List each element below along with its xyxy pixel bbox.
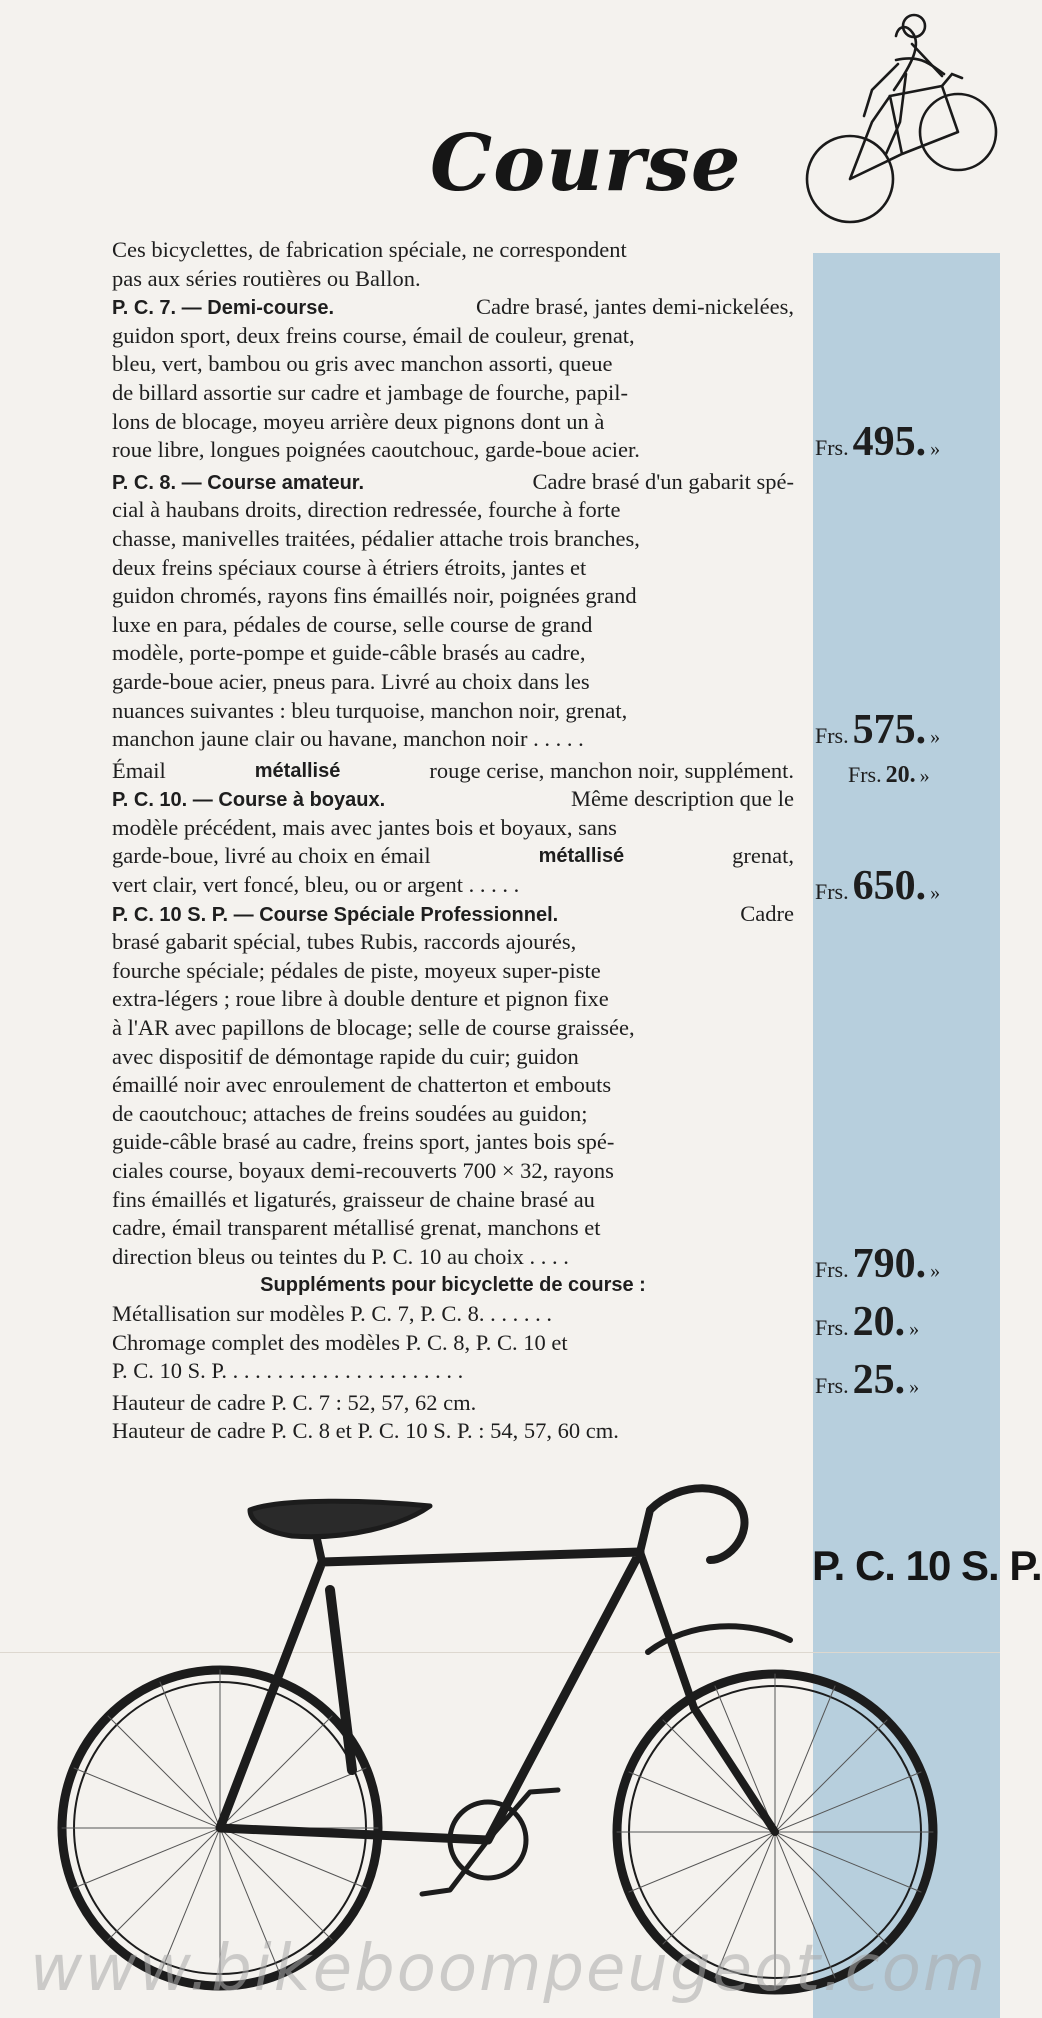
price-quote: » [930,438,941,460]
pc8-metal-word: métallisé [254,759,341,782]
pc10sp-line: à l'AR avec papillons de blocage; selle de course graissée, [112,1015,635,1041]
model-tag: P. C. 10 S. P. [812,1542,1042,1589]
price-amount: 20. [885,762,916,788]
pc10sp-line: guide-câble brasé au cadre, freins sport, jantes bois spé- [112,1129,615,1155]
pc10sp-line: ciales course, boyaux demi-recouverts 700 × 32, rayons [112,1158,614,1183]
price-amount: 650. [852,863,927,909]
pc10-l3-pre: garde-boue, livré au choix en émail [112,843,431,869]
pc10-l3-bold: métallisé [538,845,625,868]
pc10-line: vert clair, vert foncé, bleu, ou or argent . . . . . [112,872,520,898]
pc8-line: modèle, porte-pompe et guide-câble brasés au cadre, [112,640,586,666]
watermark-text: www.bikeboompeugeot.com [30,1932,988,2006]
pc10sp-line: extra-légers ; roue libre à double denture et pignon fixe [112,986,609,1012]
pc7-line: de billard assortie sur cadre et jambage de fourche, papil- [112,379,629,405]
pc10sp-heading-line [112,900,794,929]
price-currency: Frs. [815,1257,849,1282]
price-amount: 25. [852,1357,906,1403]
pc7-line: lons de blocage, moyeu arrière deux pignons dont un à [112,408,605,434]
pc10sp-first-text: Cadre [740,900,794,926]
pc8-line: luxe en para, pédales de course, selle course de grand [112,611,593,637]
pc10-heading-line [112,785,794,814]
pc8-metal-pre: Émail [112,757,166,783]
racing-bicycle-illustration [30,1470,980,1990]
price-amount: 20. [852,1299,906,1345]
price-amount: 575. [852,707,927,753]
pc8-line: guidon chromés, rayons fins émaillés noir, poignées grand [112,583,637,609]
pc10sp-line: de caoutchouc; attaches de freins soudées au guidon; [112,1100,588,1126]
price-quote: » [930,726,941,748]
price-currency: Frs. [815,1315,849,1340]
price-currency: Frs. [848,762,882,787]
price-pc10 [815,862,1000,910]
pc10-line [112,842,794,871]
price-currency: Frs. [815,879,849,904]
pc8-line: cial à haubans droits, direction redressée, fourche à forte [112,497,621,523]
pc7-heading-line [112,293,794,322]
pc7-line: roue libre, longues poignées caoutchouc, garde-boue acier. [112,437,640,463]
pc10-l3-post: grenat, [732,843,794,869]
price-currency: Frs. [815,1373,849,1398]
price-pc10sp [815,1240,1000,1288]
supplement-line: P. C. 10 S. P. . . . . . . . . . . . . . . . . . . . . . [112,1358,464,1384]
price-pc7 [815,418,1000,466]
price-quote: » [930,882,941,904]
pc8-first-text: Cadre brasé d'un gabarit spé- [532,468,794,494]
frame-height-line: Hauteur de cadre P. C. 8 et P. C. 10 S. P. : 54, 57, 60 cm. [112,1418,619,1444]
supplements-heading [112,1271,794,1300]
price-quote: » [930,1260,941,1282]
intro-line: Ces bicyclettes, de fabrication spéciale, ne correspondent [112,237,627,262]
pc10sp-line: fins émaillés et ligaturés, graisseur de chaine brasé au [112,1186,595,1212]
pc8-line: chasse, manivelles traitées, pédalier attache trois branches, [112,525,640,551]
page-title: Course [430,118,742,209]
description-column [112,236,794,1446]
price-quote: » [909,1376,920,1398]
pc10-name: Course à boyaux. [218,789,386,812]
pc10-line: modèle précédent, mais avec jantes bois et boyaux, sans [112,814,617,840]
pc7-first-text: Cadre brasé, jantes demi-nickelées, [476,294,794,320]
pc8-name: Course amateur. [207,471,365,494]
price-amount: 790. [852,1241,927,1287]
intro-line: pas aux séries routières ou Ballon. [112,265,421,291]
pc7-line: guidon sport, deux freins course, émail de couleur, grenat, [112,322,635,348]
price-currency: Frs. [815,435,849,460]
pc10sp-line: avec dispositif de démontage rapide du cuir; guidon [112,1043,579,1069]
pc10sp-name: Course Spéciale Professionnel. [259,903,559,926]
price-pc8 [815,706,1000,754]
pc8-code: P. C. 8. — [112,471,202,494]
pc10sp-line: direction bleus ou teintes du P. C. 10 au choix . . . . [112,1243,569,1269]
pc8-line: garde-boue acier, pneus para. Livré au choix dans les [112,668,590,694]
pc10-code: P. C. 10. — [112,789,213,812]
pc10sp-line: fourche spéciale; pédales de piste, moyeux super-piste [112,957,601,983]
frame-height-line: Hauteur de cadre P. C. 7 : 52, 57, 62 cm. [112,1389,477,1415]
pc10-first-text: Même description que le [570,786,794,812]
pc8-line: deux freins spéciaux course à étriers étroits, jantes et [112,554,587,580]
pc7-line: bleu, vert, bambou ou gris avec manchon assorti, queue [112,351,613,377]
price-metallisation [815,1298,1000,1346]
pc8-line: manchon jaune clair ou havane, manchon noir . . . . . [112,726,584,752]
pc8-metal-post: rouge cerise, manchon noir, supplément. [429,757,794,783]
pc10sp-line: émaillé noir avec enroulement de chatterton et embouts [112,1072,612,1098]
pc7-code: P. C. 7. — [112,297,202,320]
supplement-line: Chromage complet des modèles P. C. 8, P. C. 10 et [112,1329,568,1355]
pc10sp-line: brasé gabarit spécial, tubes Rubis, raccords ajourés, [112,929,577,955]
pc8-heading-line [112,468,794,497]
pc10sp-code: P. C. 10 S. P. — [112,903,254,926]
price-chromage [815,1356,1000,1404]
pc7-name: Demi-course. [207,297,335,320]
price-quote: » [919,765,930,787]
pc10sp-line: cadre, émail transparent métallisé grenat, manchons et [112,1215,601,1241]
price-quote: » [909,1318,920,1340]
cyclist-illustration [802,4,1000,232]
pc8-metal-line [112,757,794,786]
supplements-heading-text: Suppléments pour bicyclette de course : [260,1274,646,1297]
price-amount: 495. [852,419,927,465]
price-currency: Frs. [815,723,849,748]
supplement-line: Métallisation sur modèles P. C. 7, P. C. 8. . . . . . . [112,1300,553,1326]
pc8-line: nuances suivantes : bleu turquoise, manchon noir, grenat, [112,697,628,723]
price-pc8-metal [848,762,1033,789]
